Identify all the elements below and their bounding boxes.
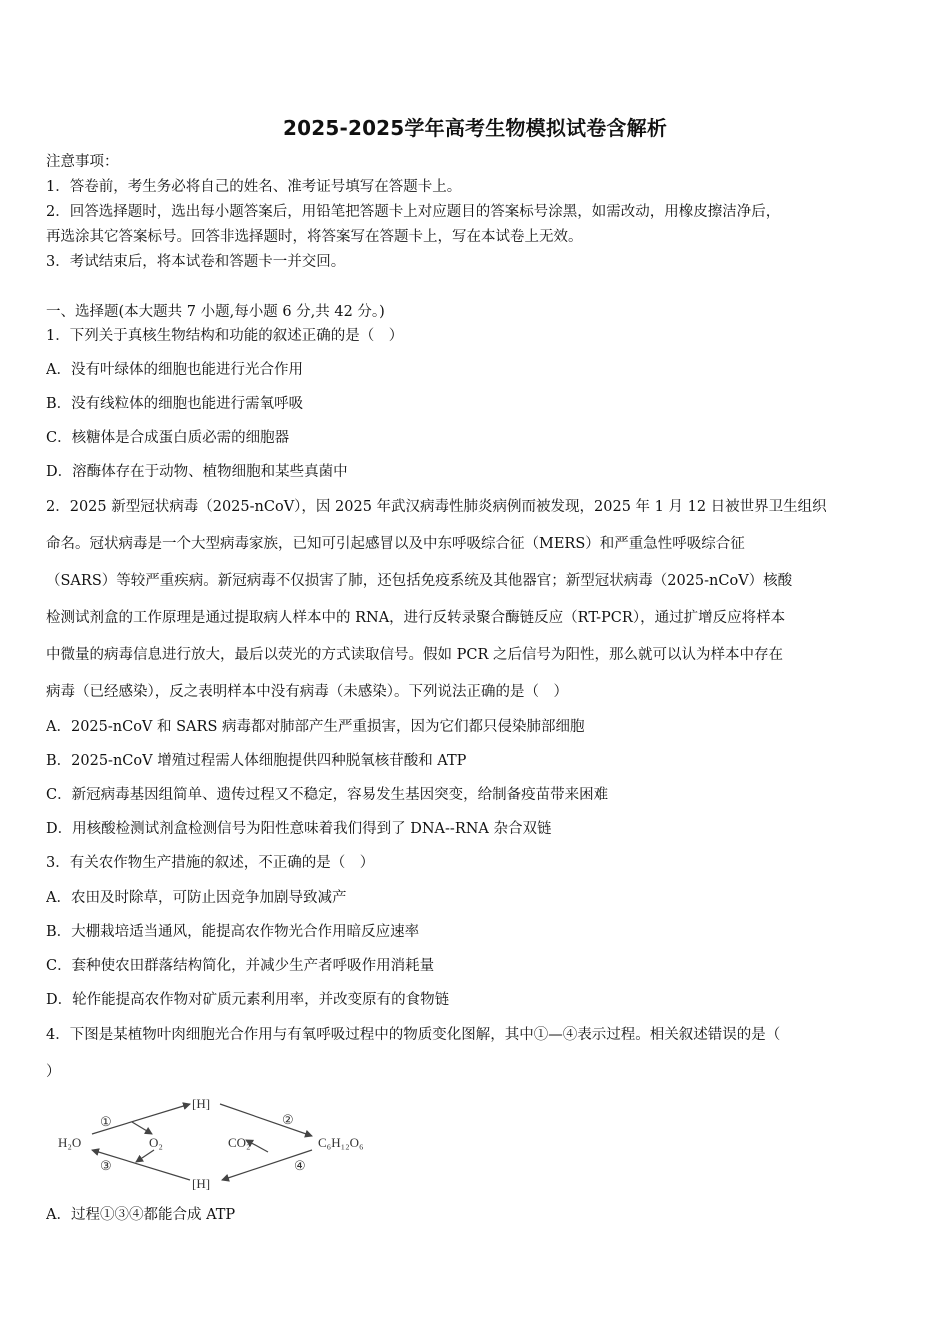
question-2-option-d: D．用核酸检测试剂盒检测信号为阳性意味着我们得到了 DNA--RNA 杂合双链 <box>46 821 552 837</box>
notice-item: 2．回答选择题时，选出每小题答案后，用铅笔把答题卡上对应题目的答案标号涂黑，如需改动，用橡皮擦洁净后， <box>46 204 781 220</box>
arrow-from-o2 <box>136 1150 154 1162</box>
question-3-option-d: D．轮作能提高农作物对矿质元素利用率，并改变原有的食物链 <box>46 992 450 1008</box>
question-2-stem-line: 检测试剂盒的工作原理是通过提取病人样本中的 RNA，进行反转录聚合酶链反应（RT-PCR），通过扩增反应将样本 <box>46 610 786 626</box>
question-4-option-a: A．过程①③④都能合成 ATP <box>46 1207 236 1223</box>
label-process-2: ② <box>282 1112 294 1127</box>
question-1-option-a: A．没有叶绿体的细胞也能进行光合作用 <box>46 362 303 378</box>
question-3-stem: 3．有关农作物生产措施的叙述，不正确的是（ ） <box>46 855 375 871</box>
page-title: 2025-2025学年高考生物模拟试卷含解析 <box>282 116 668 140</box>
question-2-stem-line: （SARS）等较严重疾病。新冠病毒不仅损害了肺，还包括免疫系统及其他器官；新型冠状病毒（2025-nCoV）核酸 <box>46 573 793 589</box>
question-2-stem-line: 中微量的病毒信息进行放大，最后以荧光的方式读取信号。假如 PCR 之后信号为阳性，那么就可以认为样本中存在 <box>46 647 783 663</box>
question-1-option-d: D．溶酶体存在于动物、植物细胞和某些真菌中 <box>46 464 348 480</box>
question-1-option-b: B．没有线粒体的细胞也能进行需氧呼吸 <box>46 396 304 412</box>
label-glucose: C₆H₁₂O₆ <box>318 1135 364 1150</box>
label-h-bottom: [H] <box>192 1176 211 1191</box>
label-process-4: ④ <box>294 1158 306 1173</box>
notice-heading: 注意事项： <box>46 154 119 170</box>
label-h2o: H₂O <box>58 1135 82 1150</box>
question-4-stem-line: ） <box>46 1064 61 1080</box>
label-co2: CO₂ <box>228 1135 251 1150</box>
question-2-option-c: C．新冠病毒基因组简单、遗传过程又不稳定，容易发生基因突变，给制备疫苗带来困难 <box>46 787 609 803</box>
label-o2: O₂ <box>149 1135 163 1150</box>
notice-item: 1．答卷前，考生务必将自己的姓名、准考证号填写在答题卡上。 <box>46 179 462 195</box>
question-3-option-a: A．农田及时除草，可防止因竞争加剧导致减产 <box>46 890 347 906</box>
label-process-1: ① <box>100 1114 112 1129</box>
question-2-stem-line: 病毒（已经感染），反之表明样本中没有病毒（未感染）。下列说法正确的是（ ） <box>46 684 568 700</box>
notice-item: 3．考试结束后，将本试卷和答题卡一并交回。 <box>46 254 346 270</box>
question-4-stem-line: 4．下图是某植物叶肉细胞光合作用与有氧呼吸过程中的物质变化图解，其中①—④表示过程。相关叙述错误的是（ <box>46 1027 781 1043</box>
question-1-stem: 1．下列关于真核生物结构和功能的叙述正确的是（ ） <box>46 328 404 344</box>
question-2-option-b: B．2025-nCoV 增殖过程需人体细胞提供四种脱氧核苷酸和 ATP <box>46 753 467 769</box>
section-heading: 一、选择题(本大题共 7 小题,每小题 6 分,共 42 分。) <box>46 304 385 320</box>
question-2-option-a: A．2025-nCoV 和 SARS 病毒都对肺部产生严重损害，因为它们都只侵染肺部细胞 <box>46 719 585 735</box>
arrow-h-top-to-glucose <box>220 1104 312 1136</box>
question-2-stem-line: 命名。冠状病毒是一个大型病毒家族，已知可引起感冒以及中东呼吸综合征（MERS）和严重急性呼吸综合征 <box>46 536 745 552</box>
question-3-option-b: B．大棚栽培适当通风，能提高农作物光合作用暗反应速率 <box>46 924 420 940</box>
question-2-stem-line: 2．2025 新型冠状病毒（2025-nCoV），因 2025 年武汉病毒性肺炎病例而被发现，2025 年 1 月 12 日被世界卫生组织 <box>46 499 827 515</box>
notice-item: 再选涂其它答案标号。回答非选择题时，将答案写在答题卡上，写在本试卷上无效。 <box>46 229 583 245</box>
question-3-option-c: C．套种使农田群落结构简化，并减少生产者呼吸作用消耗量 <box>46 958 435 974</box>
question-1-option-c: C．核糖体是合成蛋白质必需的细胞器 <box>46 430 290 446</box>
label-process-3: ③ <box>100 1158 112 1173</box>
label-h-top: [H] <box>192 1096 211 1111</box>
process-diagram <box>50 1092 390 1192</box>
arrow-to-o2 <box>132 1122 152 1134</box>
